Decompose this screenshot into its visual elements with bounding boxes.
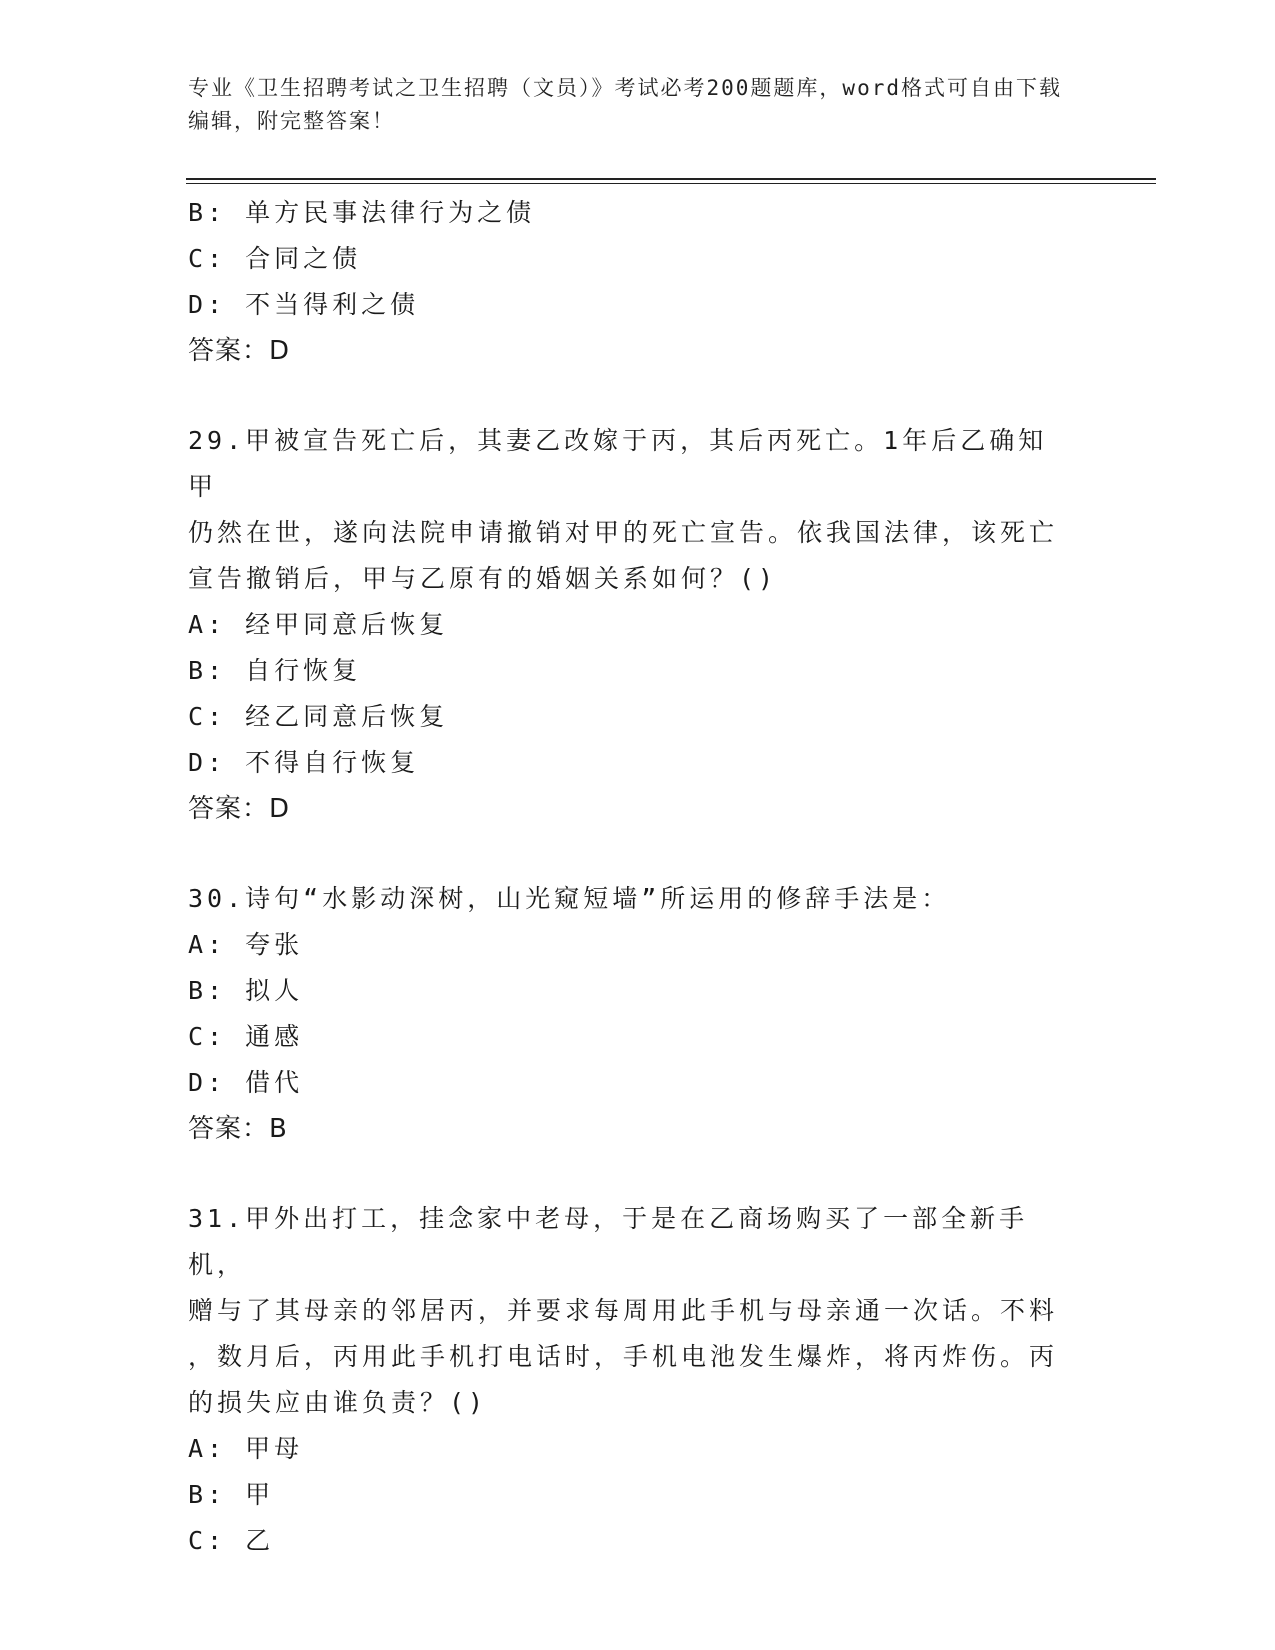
option-b: B: 单方民事法律行为之债 — [188, 198, 536, 227]
header-divider-thin — [186, 183, 1156, 184]
previous-question-tail — [188, 190, 1068, 374]
option-a: A: 夸张 — [188, 930, 304, 959]
question-list — [188, 190, 1068, 1564]
question-text: 30.诗句“水影动深树，山光窥短墙”所运用的修辞手法是： — [188, 884, 951, 913]
answer-line: 答案：D — [188, 336, 291, 366]
question-29 — [188, 418, 1068, 832]
option-a: A: 甲母 — [188, 1434, 304, 1463]
option-b: B: 自行恢复 — [188, 656, 362, 685]
option-a: A: 经甲同意后恢复 — [188, 610, 449, 639]
option-d: D: 借代 — [188, 1068, 304, 1097]
option-d: D: 不当得利之债 — [188, 290, 420, 319]
question-31 — [188, 1196, 1068, 1564]
option-c: C: 通感 — [188, 1022, 304, 1051]
question-30 — [188, 876, 1068, 1152]
option-c: C: 乙 — [188, 1526, 275, 1555]
option-c: C: 合同之债 — [188, 244, 362, 273]
header-divider-thick — [186, 178, 1156, 180]
answer-line: 答案：B — [188, 1114, 288, 1144]
answer-line: 答案：D — [188, 794, 291, 824]
question-text: 29.甲被宣告死亡后，其妻乙改嫁于丙，其后丙死亡。1年后乙确知甲 仍然在世，遂向法院申请撤销对甲的死亡宣告。依我国法律，该死亡 宣告撤销后，甲与乙原有的婚姻关系如何？() — [188, 426, 1059, 593]
option-c: C: 经乙同意后恢复 — [188, 702, 449, 731]
option-d: D: 不得自行恢复 — [188, 748, 420, 777]
question-text: 31.甲外出打工，挂念家中老母，于是在乙商场购买了一部全新手机， 赠与了其母亲的邻居丙，并要求每周用此手机与母亲通一次话。不料 ，数月后，丙用此手机打电话时，手机电池发生爆炸，将丙炸伤。丙 的损失应由谁负责？() — [188, 1204, 1059, 1417]
option-b: B: 拟人 — [188, 976, 304, 1005]
document-header: 专业《卫生招聘考试之卫生招聘（文员）》考试必考200题题库，word格式可自由下载编辑，附完整答案！ — [188, 76, 1062, 133]
option-b: B: 甲 — [188, 1480, 275, 1509]
